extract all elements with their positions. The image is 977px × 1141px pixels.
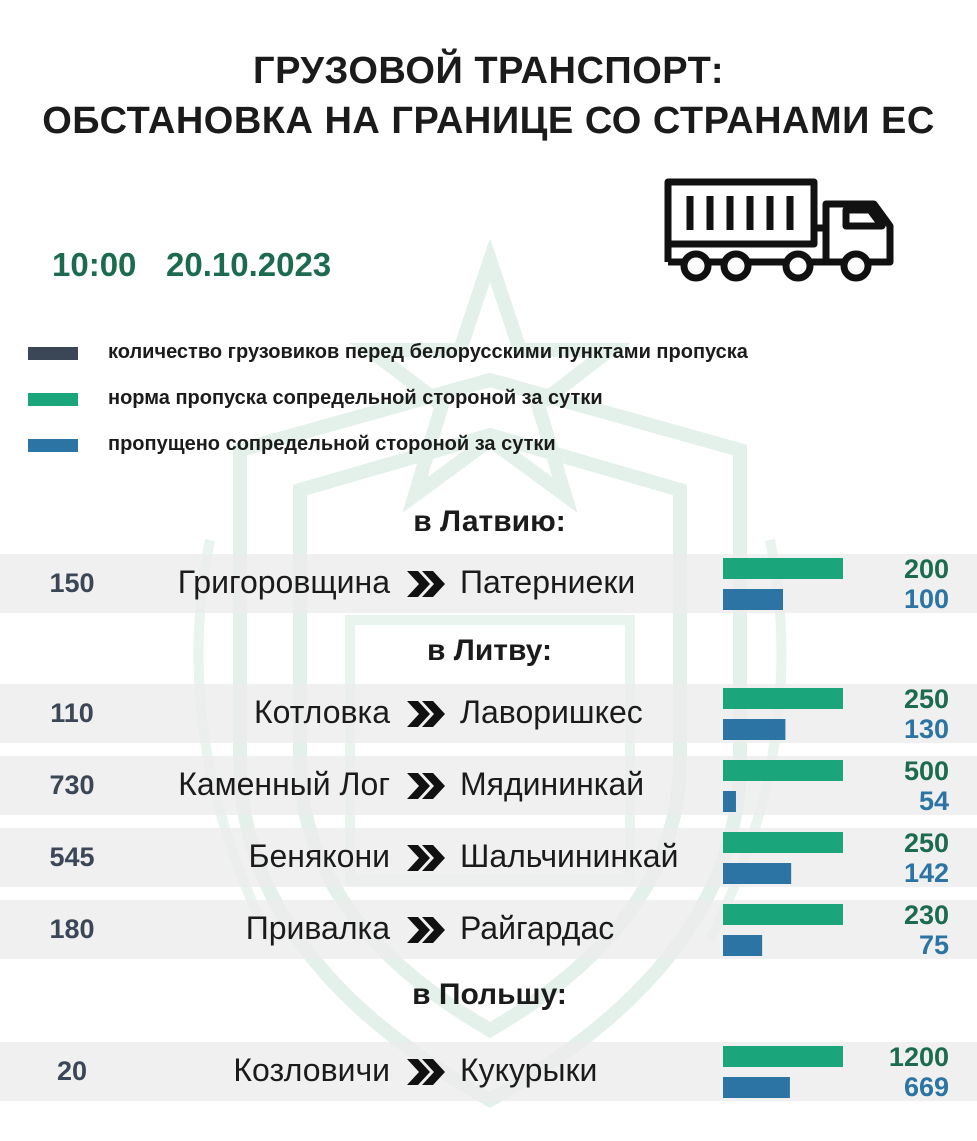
legend-label-passed: пропущено сопредельной стороной за сутки xyxy=(108,433,556,455)
page-title-line-1: ГРУЗОВОЙ ТРАНСПОРТ: xyxy=(253,50,724,92)
legend-item-passed xyxy=(28,430,928,460)
legend-label-queue: количество грузовиков перед белорусскими пунктами пропуска xyxy=(108,341,748,363)
passed-bar xyxy=(723,935,762,956)
norm-bar xyxy=(723,760,843,781)
foreign-checkpoint: Мядининкай xyxy=(460,766,645,802)
queue-count: 110 xyxy=(50,698,94,728)
passed-value: 75 xyxy=(918,930,949,960)
belarus-checkpoint: Григоровщина xyxy=(177,564,390,600)
legend-item-queue xyxy=(28,338,928,368)
norm-bar xyxy=(723,832,843,853)
checkpoint-row xyxy=(0,756,977,815)
passed-value: 669 xyxy=(903,1072,949,1102)
queue-count: 150 xyxy=(49,568,95,598)
passed-bar xyxy=(723,791,736,812)
legend-swatch-queue xyxy=(28,347,78,360)
passed-bar xyxy=(723,863,791,884)
checkpoint-row xyxy=(0,684,977,743)
norm-value: 500 xyxy=(903,756,949,786)
row-bars xyxy=(0,828,977,887)
section-heading-poland xyxy=(0,978,977,1012)
passed-bar xyxy=(723,719,785,740)
checkpoint-row xyxy=(0,900,977,959)
belarus-checkpoint: Привалка xyxy=(245,910,390,946)
queue-count: 180 xyxy=(49,914,95,944)
foreign-checkpoint: Лаворишкес xyxy=(460,694,643,730)
foreign-checkpoint: Кукурыки xyxy=(460,1052,598,1088)
section-heading-lithuania-text: в Литву: xyxy=(427,634,552,667)
legend-swatch-norm xyxy=(28,393,78,406)
passed-value: 130 xyxy=(903,714,949,744)
legend-swatch-passed xyxy=(28,439,78,452)
passed-bar xyxy=(723,589,783,610)
norm-bar xyxy=(723,688,843,709)
belarus-checkpoint: Бенякони xyxy=(248,838,390,874)
checkpoint-row xyxy=(0,1042,977,1101)
norm-value: 200 xyxy=(903,554,949,584)
row-bars xyxy=(0,554,977,613)
belarus-checkpoint: Козловичи xyxy=(233,1052,390,1088)
section-heading-poland-text: в Польшу: xyxy=(412,978,567,1011)
checkpoint-row xyxy=(0,554,977,613)
norm-value: 250 xyxy=(903,684,949,714)
foreign-checkpoint: Шальчининкай xyxy=(460,838,679,874)
belarus-checkpoint: Котловка xyxy=(253,694,390,730)
row-bars xyxy=(0,1042,977,1101)
row-bars xyxy=(0,756,977,815)
norm-bar xyxy=(723,558,843,579)
queue-count: 730 xyxy=(49,770,95,800)
passed-value: 142 xyxy=(903,858,949,888)
time-label: 10:00 xyxy=(52,246,137,283)
legend-item-norm xyxy=(28,384,928,414)
passed-bar xyxy=(723,1077,790,1098)
foreign-checkpoint: Райгардас xyxy=(460,910,615,946)
norm-bar xyxy=(723,1046,843,1067)
foreign-checkpoint: Патерниеки xyxy=(460,564,636,600)
norm-bar xyxy=(723,904,843,925)
norm-value: 250 xyxy=(903,828,949,858)
section-heading-latvia xyxy=(0,505,977,539)
norm-value: 1200 xyxy=(888,1042,949,1072)
page-title-line-2: ОБСТАНОВКА НА ГРАНИЦЕ СО СТРАНАМИ ЕС xyxy=(42,100,935,142)
row-bars xyxy=(0,900,977,959)
truck-icon xyxy=(660,176,900,286)
row-bars xyxy=(0,684,977,743)
date-label: 20.10.2023 xyxy=(166,246,332,283)
section-heading-lithuania xyxy=(0,634,977,668)
queue-count: 545 xyxy=(49,842,95,872)
norm-value: 230 xyxy=(903,900,949,930)
passed-value: 54 xyxy=(918,786,949,816)
queue-count: 20 xyxy=(56,1056,88,1086)
checkpoint-row xyxy=(0,828,977,887)
legend-label-norm: норма пропуска сопредельной стороной за сутки xyxy=(108,387,603,409)
belarus-checkpoint: Каменный Лог xyxy=(178,766,390,802)
section-heading-latvia-text: в Латвию: xyxy=(413,505,566,538)
passed-value: 100 xyxy=(903,584,949,614)
